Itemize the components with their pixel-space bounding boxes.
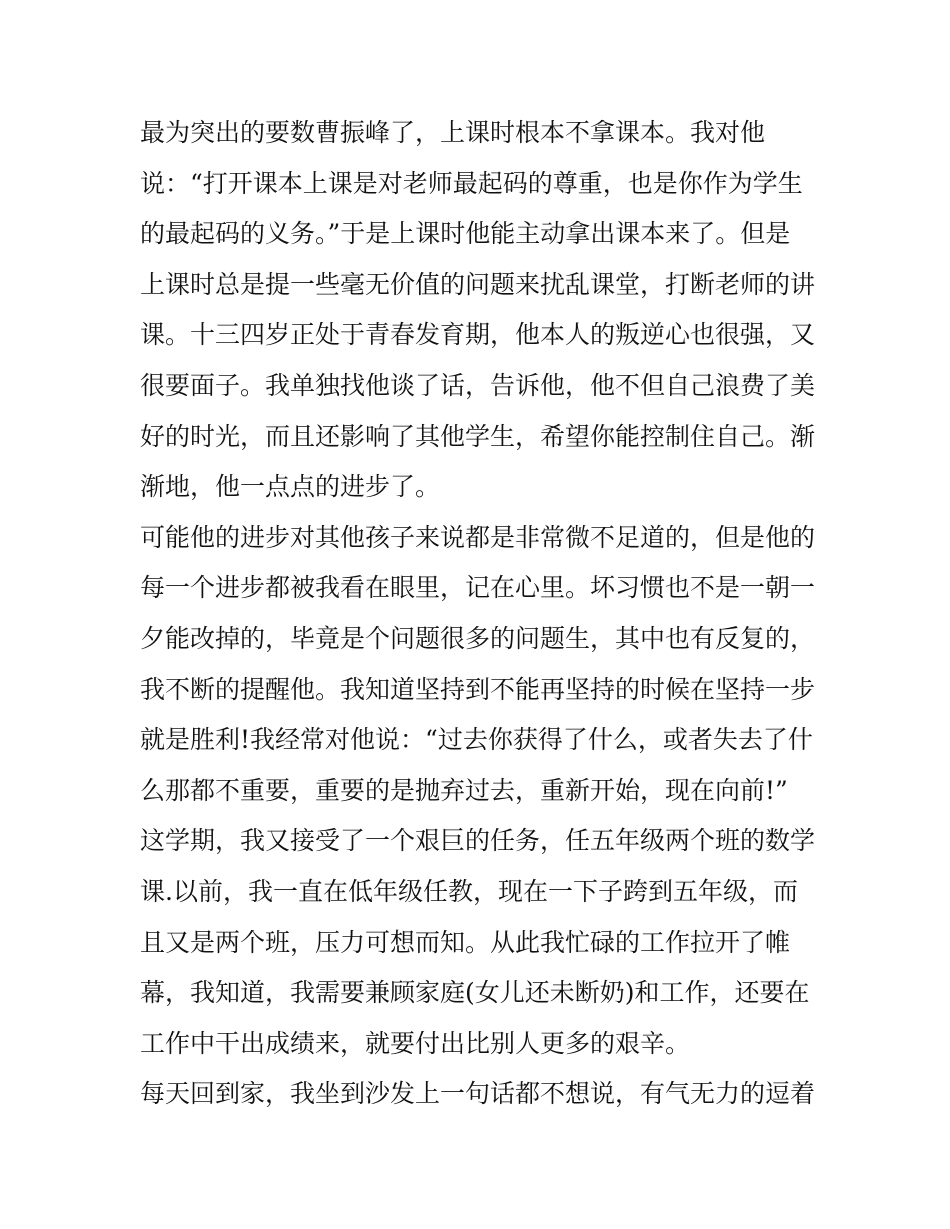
text-line: 每一个进步都被我看在眼里，记在心里。坏习惯也不是一朝一	[140, 573, 816, 603]
text-line: 很要面子。我单独找他谈了话，告诉他，他不但自己浪费了美	[140, 370, 816, 400]
text-line: 说：“打开课本上课是对老师最起码的尊重，也是你作为学生	[140, 168, 803, 198]
text-line: 我不断的提醒他。我知道坚持到不能再坚持的时候在坚持一步	[140, 674, 816, 704]
text-line: 渐地，他一点点的进步了。	[140, 472, 441, 502]
text-line: 工作中干出成绩来，就要付出比别人更多的艰辛。	[140, 1028, 691, 1058]
text-line: 每天回到家，我坐到沙发上一句话都不想说，有气无力的逗着	[140, 1079, 816, 1109]
text-line: 且又是两个班，压力可想而知。从此我忙碌的工作拉开了帷	[140, 927, 791, 957]
text-line: 课。十三四岁正处于青春发育期，他本人的叛逆心也很强，又	[140, 320, 816, 350]
text-line: 上课时总是提一些毫无价值的问题来扰乱课堂，打断老师的讲	[140, 269, 816, 299]
text-line: 夕能改掉的，毕竟是个问题很多的问题生，其中也有反复的，	[140, 623, 816, 653]
document-text	[140, 108, 820, 1120]
text-line: 幕，我知道，我需要兼顾家庭(女儿还未断奶)和工作，还要在	[140, 978, 810, 1008]
text-line: 最为突出的要数曹振峰了，上课时根本不拿课本。我对他	[140, 118, 766, 147]
text-line: 就是胜利!我经常对他说：“过去你获得了什么，或者失去了什	[140, 725, 813, 755]
text-line: 可能他的进步对其他孩子来说都是非常微不足道的，但是他的	[140, 522, 816, 552]
text-line: 的最起码的义务。”于是上课时他能主动拿出课本来了。但是	[140, 219, 791, 249]
text-line: 课.以前，我一直在低年级任教，现在一下子跨到五年级，而	[140, 876, 798, 906]
text-line: 么那都不重要，重要的是抛弃过去，重新开始，现在向前!”	[140, 775, 788, 805]
text-line: 这学期，我又接受了一个艰巨的任务，任五年级两个班的数学	[140, 826, 816, 856]
text-line: 好的时光，而且还影响了其他学生，希望你能控制住自己。渐	[140, 421, 816, 451]
